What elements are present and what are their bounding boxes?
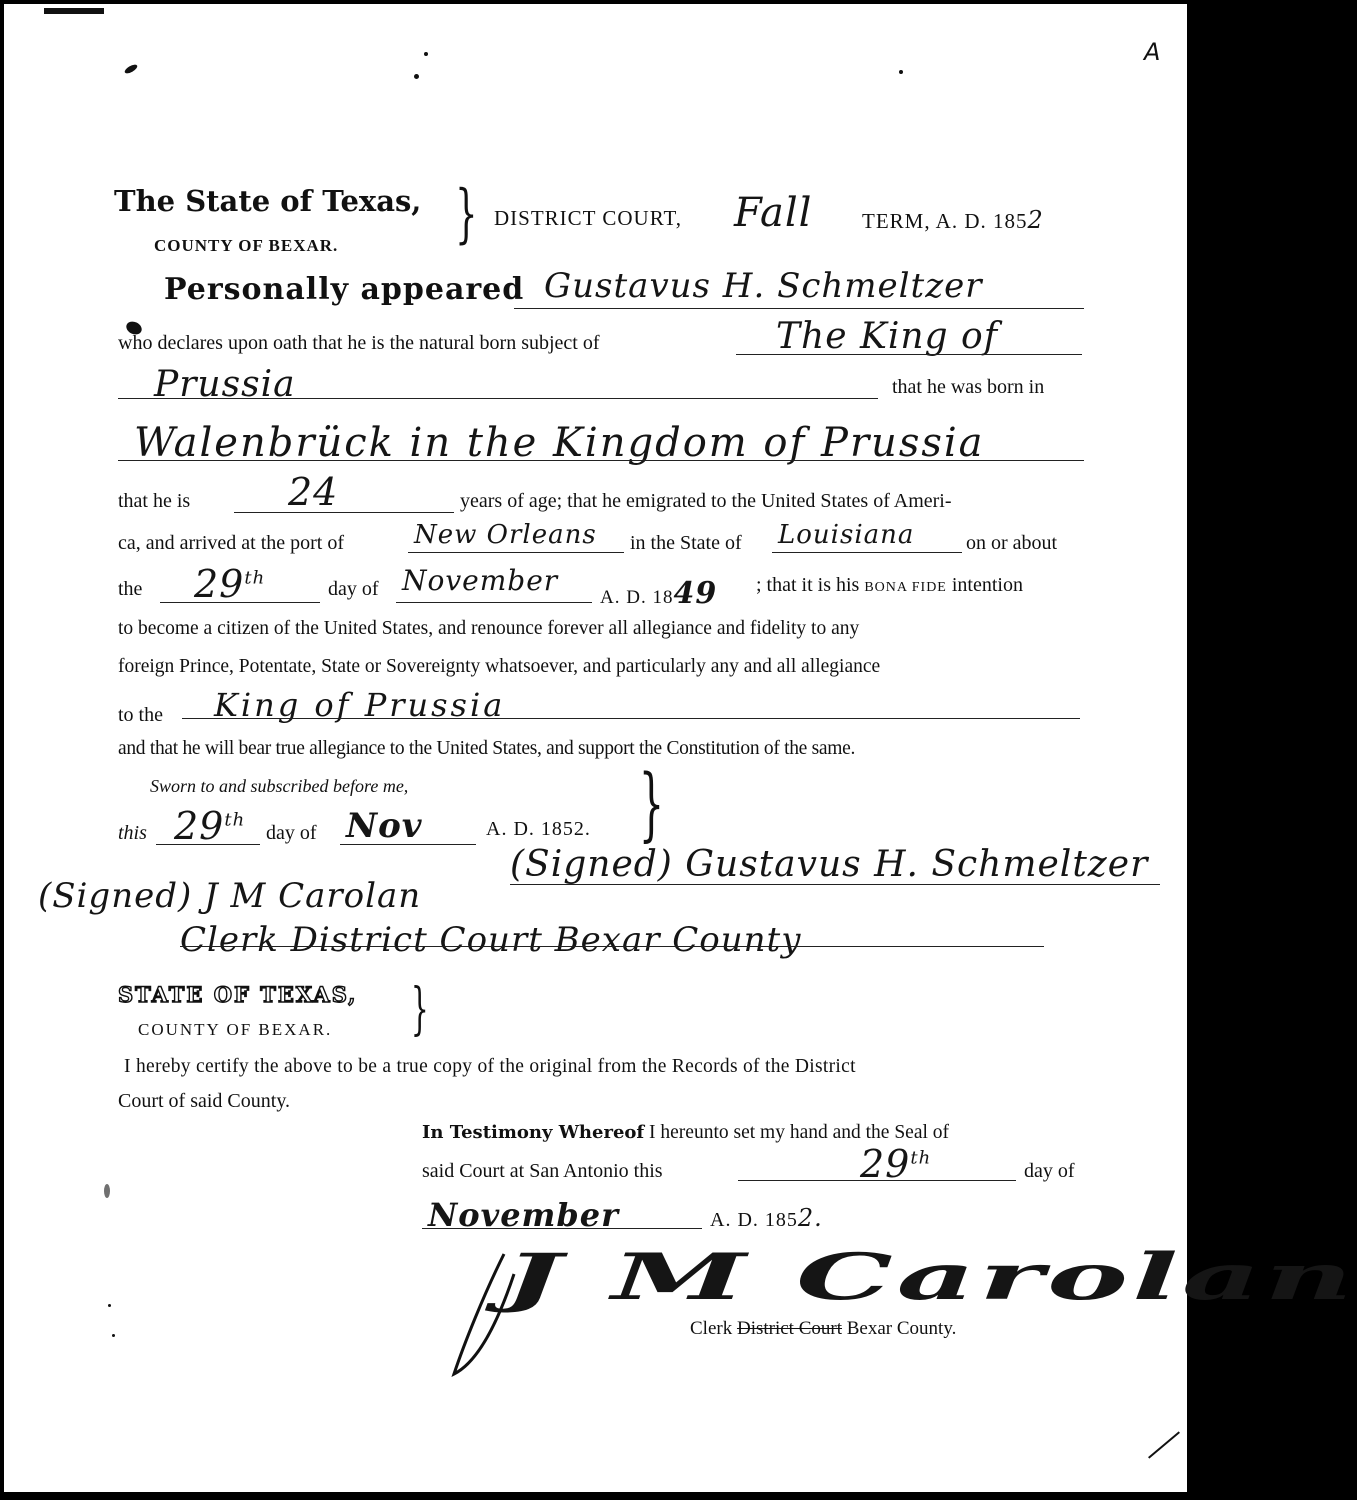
certify-line-2: Court of said County. — [118, 1090, 291, 1112]
edge-smudge — [44, 8, 104, 14]
birthplace-rule — [118, 460, 1084, 461]
declarant-signature-rule — [510, 884, 1160, 885]
term-value: Fall — [734, 190, 813, 236]
bona-fide: BONA FIDE — [864, 580, 947, 595]
certificate-day-of: day of — [1024, 1160, 1075, 1182]
ink-speck — [414, 74, 419, 79]
arrival-ad: A. D. 18 — [600, 587, 674, 608]
arrival-month-rule — [396, 602, 592, 603]
declarant-signature: (Signed) Gustavus H. Schmeltzer — [510, 844, 1149, 885]
oath-day-suffix: th — [224, 809, 246, 831]
clerk-title-struck: District Court — [736, 1318, 842, 1339]
certificate-ad — [710, 1204, 823, 1232]
age-value: 24 — [288, 470, 339, 514]
state-prefix: in the State of — [630, 532, 742, 554]
intent-text — [756, 574, 1023, 597]
oath-month-rule — [340, 844, 476, 845]
intent-prefix: ; that it is his — [756, 574, 860, 596]
oath-day-rule — [156, 844, 260, 845]
county-heading: COUNTY OF BEXAR. — [154, 236, 339, 255]
arrival-day — [194, 562, 265, 606]
certificate-ad-digit: 2. — [797, 1204, 823, 1232]
state-suffix: on or about — [966, 532, 1058, 554]
margin-mark — [104, 1184, 110, 1198]
birthplace-value: Walenbrück in the Kingdom of Prussia — [134, 420, 985, 466]
oath-brace: } — [638, 757, 665, 850]
arrival-year-digits: 49 — [673, 576, 718, 611]
bear-allegiance-line: and that he will bear true allegiance to the United States, and support the Constitution of the same. — [118, 738, 856, 759]
certificate-day-rule — [738, 1180, 1016, 1181]
sovereign-rule — [182, 718, 1080, 719]
arrival-day-number: 29 — [194, 562, 245, 606]
signature-flourish — [444, 1234, 564, 1384]
state-value: Louisiana — [778, 520, 915, 550]
margin-mark — [112, 1334, 115, 1337]
sovereign-value: King of Prussia — [214, 686, 506, 724]
naturalization-document — [4, 4, 1357, 1492]
clerk-signature: J M Carolan — [504, 1240, 1357, 1315]
ink-speck — [424, 52, 428, 56]
testimony-rest: I hereunto set my hand and the Seal of — [649, 1122, 950, 1143]
oath-day-number: 29 — [174, 804, 225, 848]
oath-month: Nov — [346, 806, 423, 846]
district-court-label: DISTRICT COURT, — [494, 206, 682, 230]
testimony-whereof: In Testimony Whereof — [422, 1122, 645, 1143]
personally-appeared-label: Personally appeared — [164, 272, 525, 307]
oath-this: this — [118, 822, 147, 844]
ink-speck — [899, 70, 903, 74]
clerk-title — [690, 1318, 956, 1340]
term-year-digit: 2 — [1027, 206, 1044, 234]
certificate-county: COUNTY OF BEXAR. — [138, 1020, 333, 1039]
certificate-month-rule — [422, 1228, 702, 1229]
state-heading: The State of Texas, — [114, 184, 422, 218]
subject-rule-2 — [118, 398, 878, 399]
intention-word: intention — [951, 574, 1023, 596]
port-rule — [408, 552, 624, 553]
day-prefix: the — [118, 578, 143, 600]
arrival-day-rule — [160, 602, 320, 603]
age-suffix: years of age; that he emigrated to the United States of Ameri- — [460, 490, 952, 512]
certificate-day-number: 29 — [860, 1142, 911, 1186]
court-at-text: said Court at San Antonio this — [422, 1160, 663, 1182]
renounce-line: to become a citizen of the United States, and renounce forever all allegiance and fidelity to any — [118, 618, 860, 639]
oath-ad: A. D. 1852. — [486, 818, 591, 840]
born-in-text: that he was born in — [892, 376, 1045, 398]
month-prefix: day of — [328, 578, 379, 600]
testimony-line — [422, 1122, 949, 1144]
oath-day-of: day of — [266, 822, 317, 844]
oath-day — [174, 804, 245, 848]
certificate-day-suffix: th — [910, 1147, 932, 1169]
port-value: New Orleans — [414, 520, 597, 550]
name-rule — [514, 308, 1084, 309]
state-rule — [772, 552, 962, 553]
subject-rule — [736, 354, 1082, 355]
arrival-month: November — [402, 564, 559, 597]
age-prefix: that he is — [118, 490, 191, 512]
margin-mark — [108, 1304, 111, 1307]
declarant-name: Gustavus H. Schmeltzer — [544, 266, 983, 306]
term-suffix: TERM, A. D. 185 — [862, 209, 1028, 233]
certificate-state: STATE OF TEXAS, — [118, 982, 358, 1007]
declares-text: who declares upon oath that he is the natural born subject of — [118, 332, 600, 354]
arrival-year-prefix — [600, 576, 717, 611]
port-prefix: ca, and arrived at the port of — [118, 532, 345, 554]
foreign-line: foreign Prince, Potentate, State or Sovereignty whatsoever, and particularly any and all allegiance — [118, 656, 881, 677]
paper-crease — [1148, 1431, 1180, 1458]
to-the-text: to the — [118, 704, 163, 726]
clerk-title-line: Clerk District Court Bexar County — [180, 920, 802, 960]
corner-mark: A — [1144, 38, 1161, 66]
age-rule — [234, 512, 454, 513]
clerk-signed-line: (Signed) J M Carolan — [38, 876, 422, 916]
arrival-day-suffix: th — [244, 567, 266, 589]
certificate-ad-prefix: A. D. 185 — [710, 1209, 798, 1231]
clerk-title-a: Clerk — [690, 1318, 733, 1339]
subject-of-value: The King of — [776, 316, 999, 357]
ink-speck — [123, 63, 138, 75]
clerk-title-b: Bexar County. — [846, 1318, 957, 1339]
header-brace: } — [455, 177, 478, 251]
certify-line-1: I hereby certify the above to be a true copy of the original from the Records of the District — [124, 1056, 856, 1077]
clerk-title-rule — [180, 946, 1044, 947]
sworn-text: Sworn to and subscribed before me, — [150, 776, 409, 796]
certificate-brace: } — [410, 977, 429, 1042]
term-label — [862, 206, 1044, 234]
certificate-month: November — [428, 1196, 619, 1234]
subject-of-value-cont: Prussia — [154, 364, 296, 405]
